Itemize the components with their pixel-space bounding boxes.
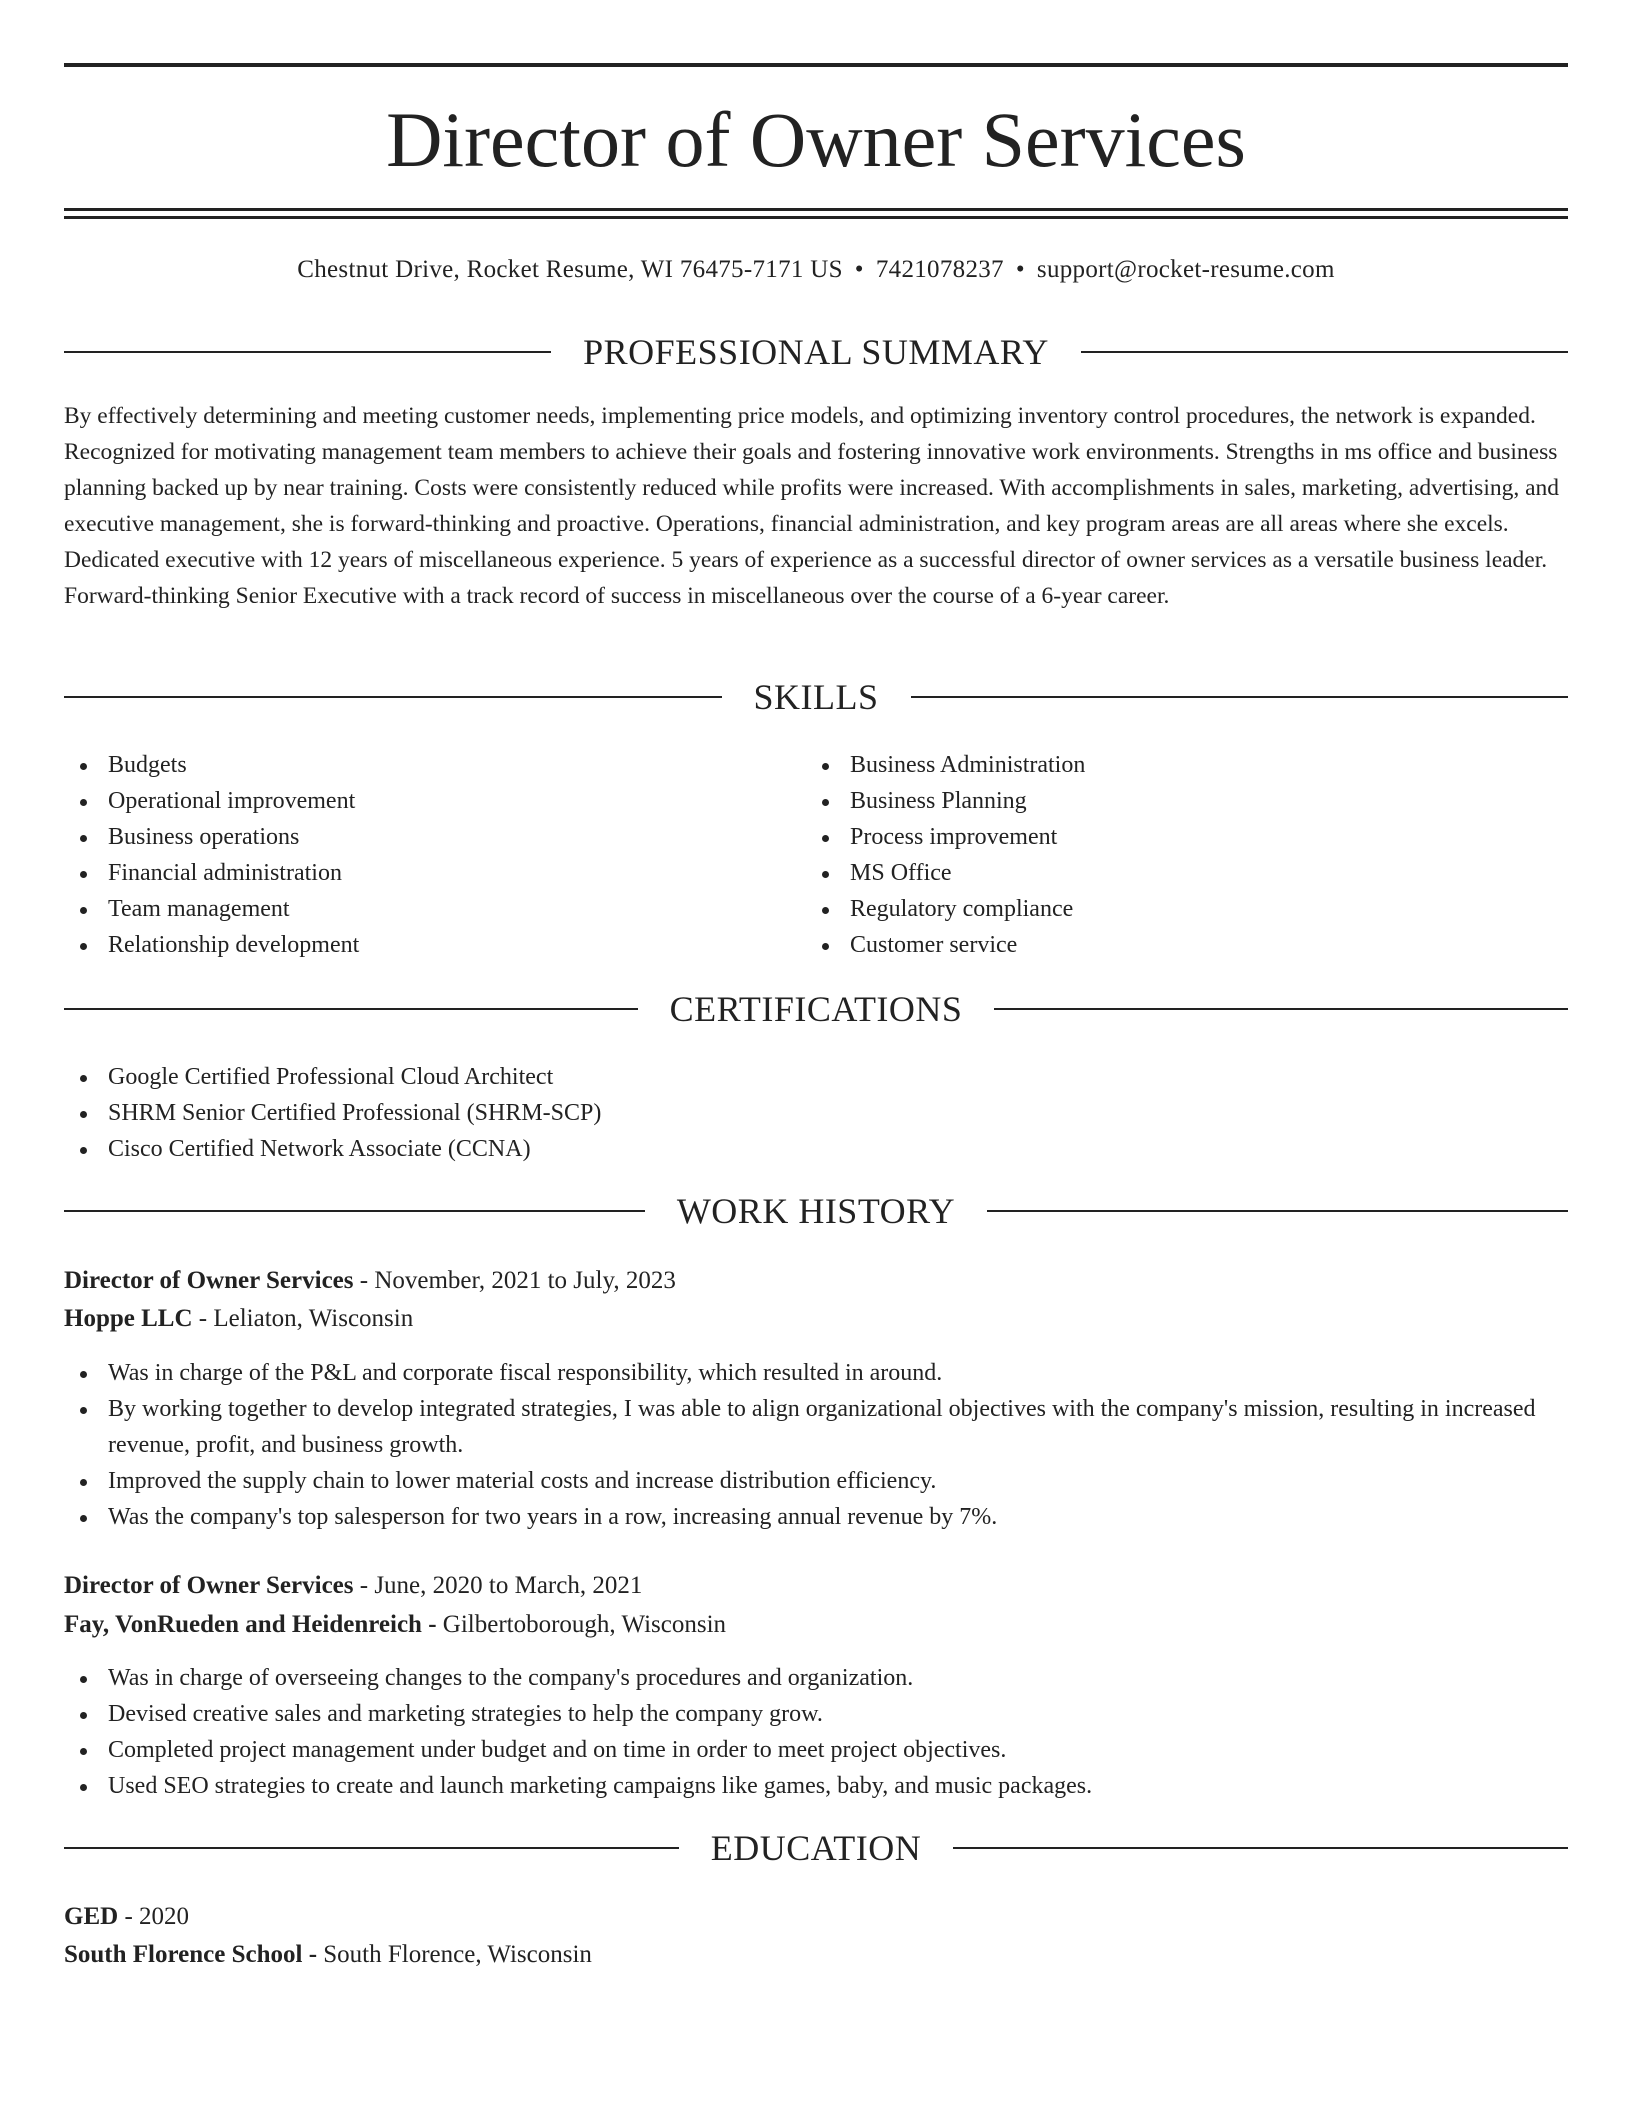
section-title: WORK HISTORY (676, 1191, 956, 1231)
skill-item: Business operations (64, 819, 804, 855)
certification-item: SHRM Senior Certified Professional (SHRM-SCP) (64, 1095, 1568, 1131)
contact-address: Chestnut Drive, Rocket Resume, WI 76475-7171 US (297, 256, 843, 283)
summary-text: By effectively determining and meeting customer needs, implementing price models, and optimizing inventory control procedures, the network is expanded. Recognized for motivating management team members to achieve their goals and fostering innovative work environments. Strengths in ms office and business planning backed up by near training. Costs were consistently reduced while profits were increased. With accomplishments in sales, marketing, advertising, and executive management, she is forward-thinking and proactive. Operations, financial administration, and key program areas are all areas where she excels. Dedicated executive with 12 years of miscellaneous experience. 5 years of experience as a successful director of owner services as a versatile business leader. Forward-thinking Senior Executive with a track record of success in miscellaneous over the course of a 6-year career. (64, 403, 1560, 609)
education-school-line (64, 1936, 1568, 1974)
job-company-line (64, 1300, 1568, 1338)
contact-line (64, 252, 1568, 288)
job-role: Director of Owner Services (64, 1572, 354, 1599)
section-header-certifications (64, 984, 1568, 1034)
section-rule (64, 1008, 638, 1010)
contact-separator: • (1015, 256, 1025, 283)
section-header-skills (64, 672, 1568, 722)
job-company-line (64, 1606, 1568, 1644)
job-company: Fay, VonRueden and Heidenreich - (64, 1611, 443, 1638)
skill-item: Business Administration (806, 747, 1566, 783)
section-title: SKILLS (753, 677, 879, 717)
skill-item: Operational improvement (64, 783, 804, 819)
education-year: - 2020 (118, 1903, 190, 1930)
job-role: Director of Owner Services (64, 1267, 354, 1294)
section-rule (64, 696, 722, 698)
job-bullet: By working together to develop integrated strategies, I was able to align organizational objectives with the company's mission, resulting in increased revenue, profit, and business growth. (64, 1391, 1568, 1463)
job-bullets (64, 1660, 1568, 1804)
section-title: PROFESSIONAL SUMMARY (583, 332, 1049, 372)
certifications-list (64, 1059, 1568, 1167)
education-degree-line (64, 1898, 1568, 1936)
job-company: Hoppe LLC (64, 1305, 193, 1332)
job-bullet: Completed project management under budget and on time in order to meet project objectives. (64, 1732, 1568, 1768)
job-bullet: Improved the supply chain to lower material costs and increase distribution efficiency. (64, 1463, 1568, 1499)
skill-item: Regulatory compliance (806, 891, 1566, 927)
section-rule (64, 1210, 645, 1212)
section-header-education (64, 1823, 1568, 1873)
skill-item: Budgets (64, 747, 804, 783)
job-dates: - June, 2020 to March, 2021 (353, 1572, 643, 1599)
skill-item: Relationship development (64, 927, 804, 963)
job-bullet: Was the company's top salesperson for two years in a row, increasing annual revenue by 7%. (64, 1499, 1568, 1535)
job-bullet: Devised creative sales and marketing strategies to help the company grow. (64, 1696, 1568, 1732)
education-location: South Florence, Wisconsin (323, 1941, 592, 1968)
section-header-work-history (64, 1186, 1568, 1236)
section-rule (994, 1008, 1568, 1010)
job-bullet: Used SEO strategies to create and launch marketing campaigns like games, baby, and music packages. (64, 1768, 1568, 1804)
contact-separator: • (854, 256, 864, 283)
header-divider-lower (64, 216, 1568, 219)
certification-item: Google Certified Professional Cloud Architect (64, 1059, 1568, 1095)
job-bullet: Was in charge of overseeing changes to the company's procedures and organization. (64, 1660, 1568, 1696)
job-title-line (64, 1567, 1568, 1605)
section-rule (953, 1847, 1568, 1849)
section-header-summary (64, 327, 1568, 377)
skill-item: Team management (64, 891, 804, 927)
job-bullets (64, 1355, 1568, 1535)
section-rule (987, 1210, 1568, 1212)
resume-name: Director of Owner Services (386, 96, 1246, 183)
contact-phone: 7421078237 (875, 256, 1004, 283)
section-title: CERTIFICATIONS (669, 989, 963, 1029)
certification-item: Cisco Certified Network Associate (CCNA) (64, 1131, 1568, 1167)
skills-list-left (64, 747, 804, 963)
section-title: EDUCATION (710, 1828, 922, 1868)
job-bullet: Was in charge of the P&L and corporate fiscal responsibility, which resulted in around. (64, 1355, 1568, 1391)
skill-item: Customer service (806, 927, 1566, 963)
education-school: South Florence School - (64, 1941, 324, 1968)
contact-email: support@rocket-resume.com (1036, 256, 1335, 283)
section-rule (1081, 351, 1568, 353)
skills-list-right (806, 747, 1566, 963)
section-rule (64, 351, 551, 353)
header-divider-upper (64, 208, 1568, 211)
section-rule (64, 1847, 679, 1849)
skill-item: Financial administration (64, 855, 804, 891)
skill-item: Process improvement (806, 819, 1566, 855)
job-location: - Leliaton, Wisconsin (192, 1305, 414, 1332)
job-dates: - November, 2021 to July, 2023 (353, 1267, 676, 1294)
education-degree: GED (64, 1903, 119, 1930)
job-title-line (64, 1262, 1568, 1300)
skill-item: Business Planning (806, 783, 1566, 819)
section-rule (911, 696, 1569, 698)
top-divider (64, 63, 1568, 67)
job-location: Gilbertoborough, Wisconsin (442, 1611, 727, 1638)
skill-item: MS Office (806, 855, 1566, 891)
